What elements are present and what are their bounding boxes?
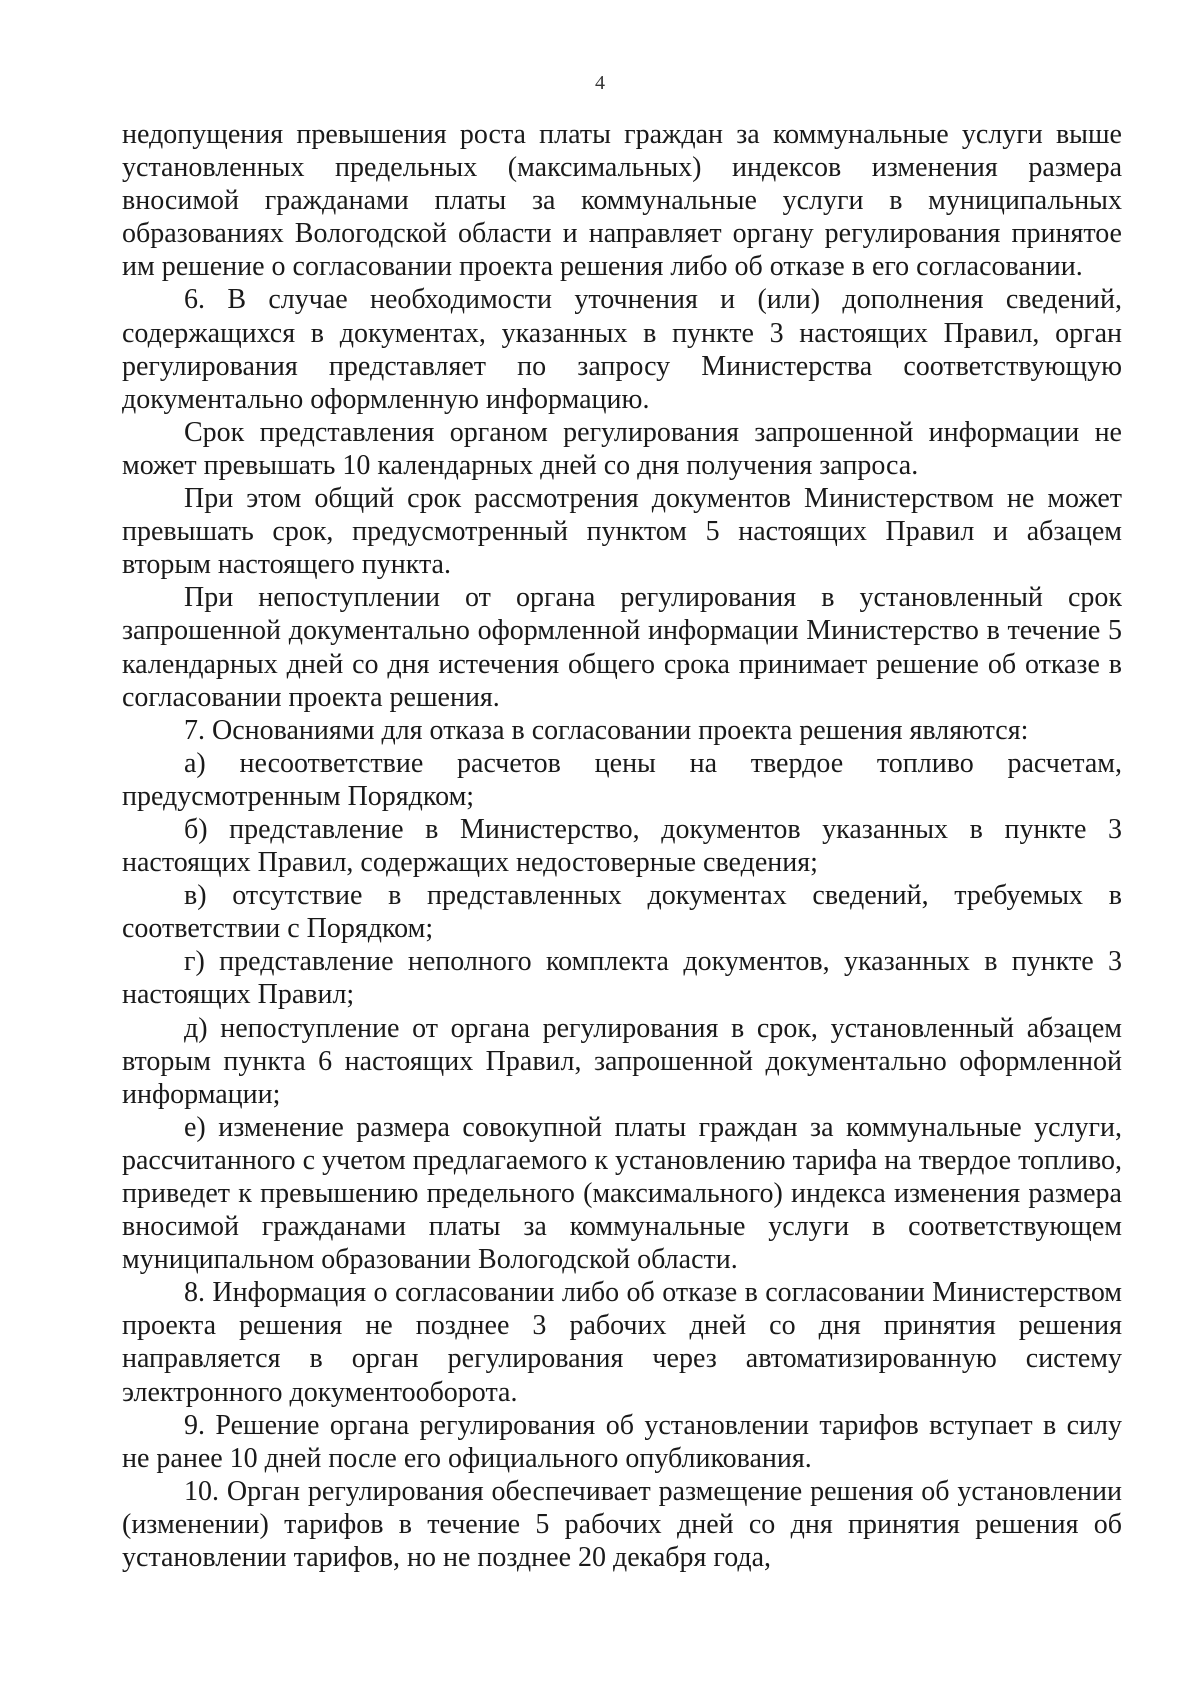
paragraph-item-7g: г) представление неполного комплекта документов, указанных в пункте 3 настоящих Правил; (122, 946, 1122, 1011)
paragraph-item-7e: е) изменение размера совокупной платы граждан за коммунальные услуги, рассчитанного с учетом предлагаемого к установлению тарифа на твердое топливо, приведет к превышению предельного (максимального) индекса изменения размера вносимой гражданами платы за коммунальные услуги в соответствующем муниципальном образовании Вологодской области. (122, 1111, 1122, 1276)
paragraph-item-6: 6. В случае необходимости уточнения и (или) дополнения сведений, содержащихся в документах, указанных в пункте 3 настоящих Правил, орган регулирования представляет по запросу Министерства соответствующую документально оформленную информацию. (122, 284, 1122, 415)
paragraph-item-9: 9. Решение органа регулирования об установлении тарифов вступает в силу не ранее 10 дней после его официального опубликования. (122, 1409, 1122, 1474)
paragraph-item-7b: б) представление в Министерство, документов указанных в пункте 3 настоящих Правил, содержащих недостоверные сведения; (122, 813, 1122, 879)
paragraph-item-7: 7. Основаниями для отказа в согласовании проекта решения являются: (184, 714, 1029, 746)
paragraph-item-7v: в) отсутствие в представленных документах сведений, требуемых в соответствии с Порядком; (122, 880, 1122, 945)
document-body (122, 118, 1122, 1574)
paragraph-non-receipt: При непоступлении от органа регулирования в установленный срок запрошенной документально оформленной информации Министерство в течение 5 календарных дней со дня истечения общего срока принимает решение об отказе в согласовании проекта решения. (122, 582, 1122, 713)
paragraph-item-7d: д) непоступление от органа регулирования в срок, установленный абзацем вторым пункта 6 настоящих Правил, запрошенной документально оформленной информации; (122, 1012, 1122, 1110)
paragraph-item-10: 10. Орган регулирования обеспечивает размещение решения об установлении (изменении) тарифов в течение 5 рабочих дней со дня принятия решения об установлении тарифов, но не позднее 20 декабря года, (122, 1475, 1122, 1574)
paragraph-continuation: недопущения превышения роста платы граждан за коммунальные услуги выше установленных предельных (максимальных) индексов изменения размера вносимой гражданами платы за коммунальные услуги в муниципальных образованиях Вологодской области и направляет органу регулирования принятое им решение о согласовании проекта решения либо об отказе в его согласовании. (122, 119, 1122, 283)
page-number: 4 (595, 72, 605, 94)
paragraph-info-deadline: Срок представления органом регулирования запрошенной информации не может превышать 10 календарных дней со дня получения запроса. (122, 416, 1122, 481)
paragraph-item-8: 8. Информация о согласовании либо об отказе в согласовании Министерством проекта решения не позднее 3 рабочих дней со дня принятия решения направляется в орган регулирования через автоматизированную систему электронного документооборота. (122, 1277, 1122, 1408)
paragraph-item-7a: а) несоответствие расчетов цены на твердое топливо расчетам, предусмотренным Порядком; (122, 747, 1122, 812)
paragraph-total-deadline: При этом общий срок рассмотрения документов Министерством не может превышать срок, предусмотренный пунктом 5 настоящих Правил и абзацем вторым настоящего пункта. (122, 483, 1122, 581)
